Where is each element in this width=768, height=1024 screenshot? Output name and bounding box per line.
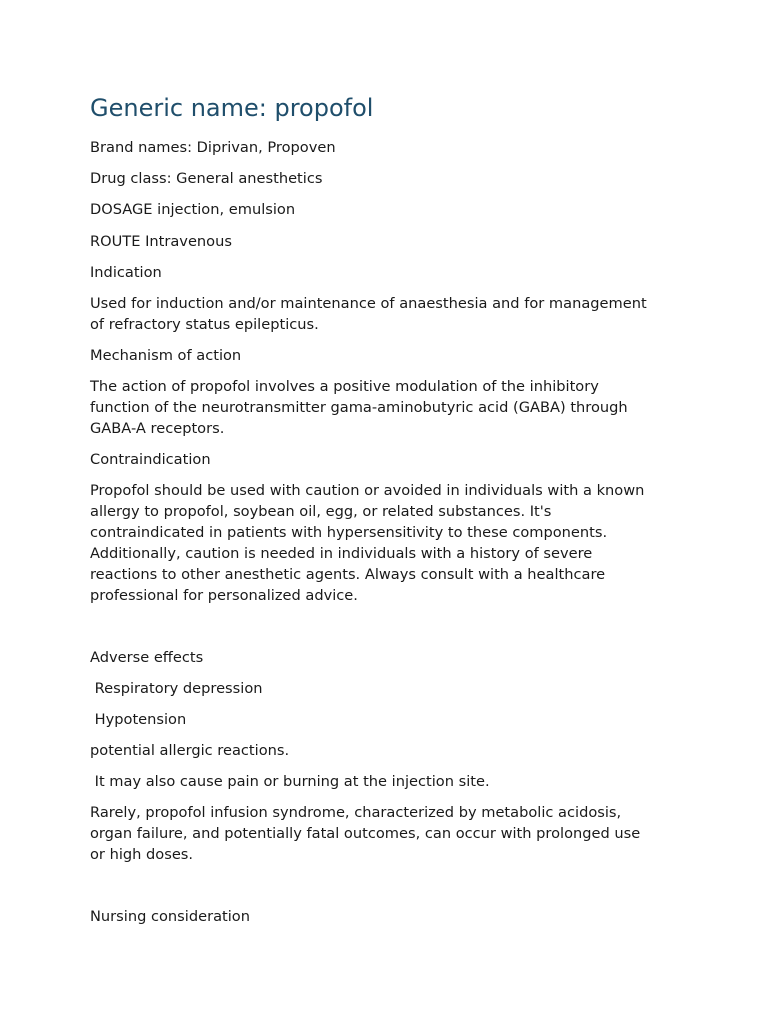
contraindication-heading: Contraindication <box>90 451 211 468</box>
contraindication-text-line: contraindicated in patients with hypersensitivity to these components. <box>90 524 608 541</box>
indication-heading: Indication <box>90 264 162 281</box>
contraindication-text-line: allergy to propofol, soybean oil, egg, or related substances. It's <box>90 503 552 520</box>
mechanism-text-line: GABA-A receptors. <box>90 420 225 437</box>
mechanism-text-line: function of the neurotransmitter gama-aminobutyric acid (GABA) through <box>90 399 628 416</box>
brand-names: Brand names: Diprivan, Propoven <box>90 139 336 156</box>
mechanism-text-line: The action of propofol involves a positive modulation of the inhibitory <box>90 378 599 395</box>
nursing-consideration-heading: Nursing consideration <box>90 908 250 925</box>
drug-class: Drug class: General anesthetics <box>90 170 323 187</box>
adverse-rare-text-line: Rarely, propofol infusion syndrome, characterized by metabolic acidosis, <box>90 804 622 821</box>
indication-text-line: Used for induction and/or maintenance of anaesthesia and for management <box>90 295 647 312</box>
route: ROUTE Intravenous <box>90 233 232 250</box>
contraindication-text-line: reactions to other anesthetic agents. Always consult with a healthcare <box>90 566 606 583</box>
contraindication-text-line: Propofol should be used with caution or avoided in individuals with a known <box>90 482 645 499</box>
adverse-effect-item: Hypotension <box>90 711 187 728</box>
dosage: DOSAGE injection, emulsion <box>90 201 296 218</box>
adverse-effect-item: Respiratory depression <box>90 680 263 697</box>
mechanism-heading: Mechanism of action <box>90 347 242 364</box>
page-title: Generic name: propofol <box>90 94 374 122</box>
adverse-effect-item: potential allergic reactions. <box>90 742 290 759</box>
contraindication-text-line: professional for personalized advice. <box>90 587 358 604</box>
adverse-rare-text-line: organ failure, and potentially fatal outcomes, can occur with prolonged use <box>90 825 641 842</box>
adverse-rare-text-line: or high doses. <box>90 846 194 863</box>
adverse-effect-item: It may also cause pain or burning at the injection site. <box>90 773 490 790</box>
adverse-effects-heading: Adverse effects <box>90 649 204 666</box>
contraindication-text-line: Additionally, caution is needed in individuals with a history of severe <box>90 545 593 562</box>
indication-text-line: of refractory status epilepticus. <box>90 316 319 333</box>
